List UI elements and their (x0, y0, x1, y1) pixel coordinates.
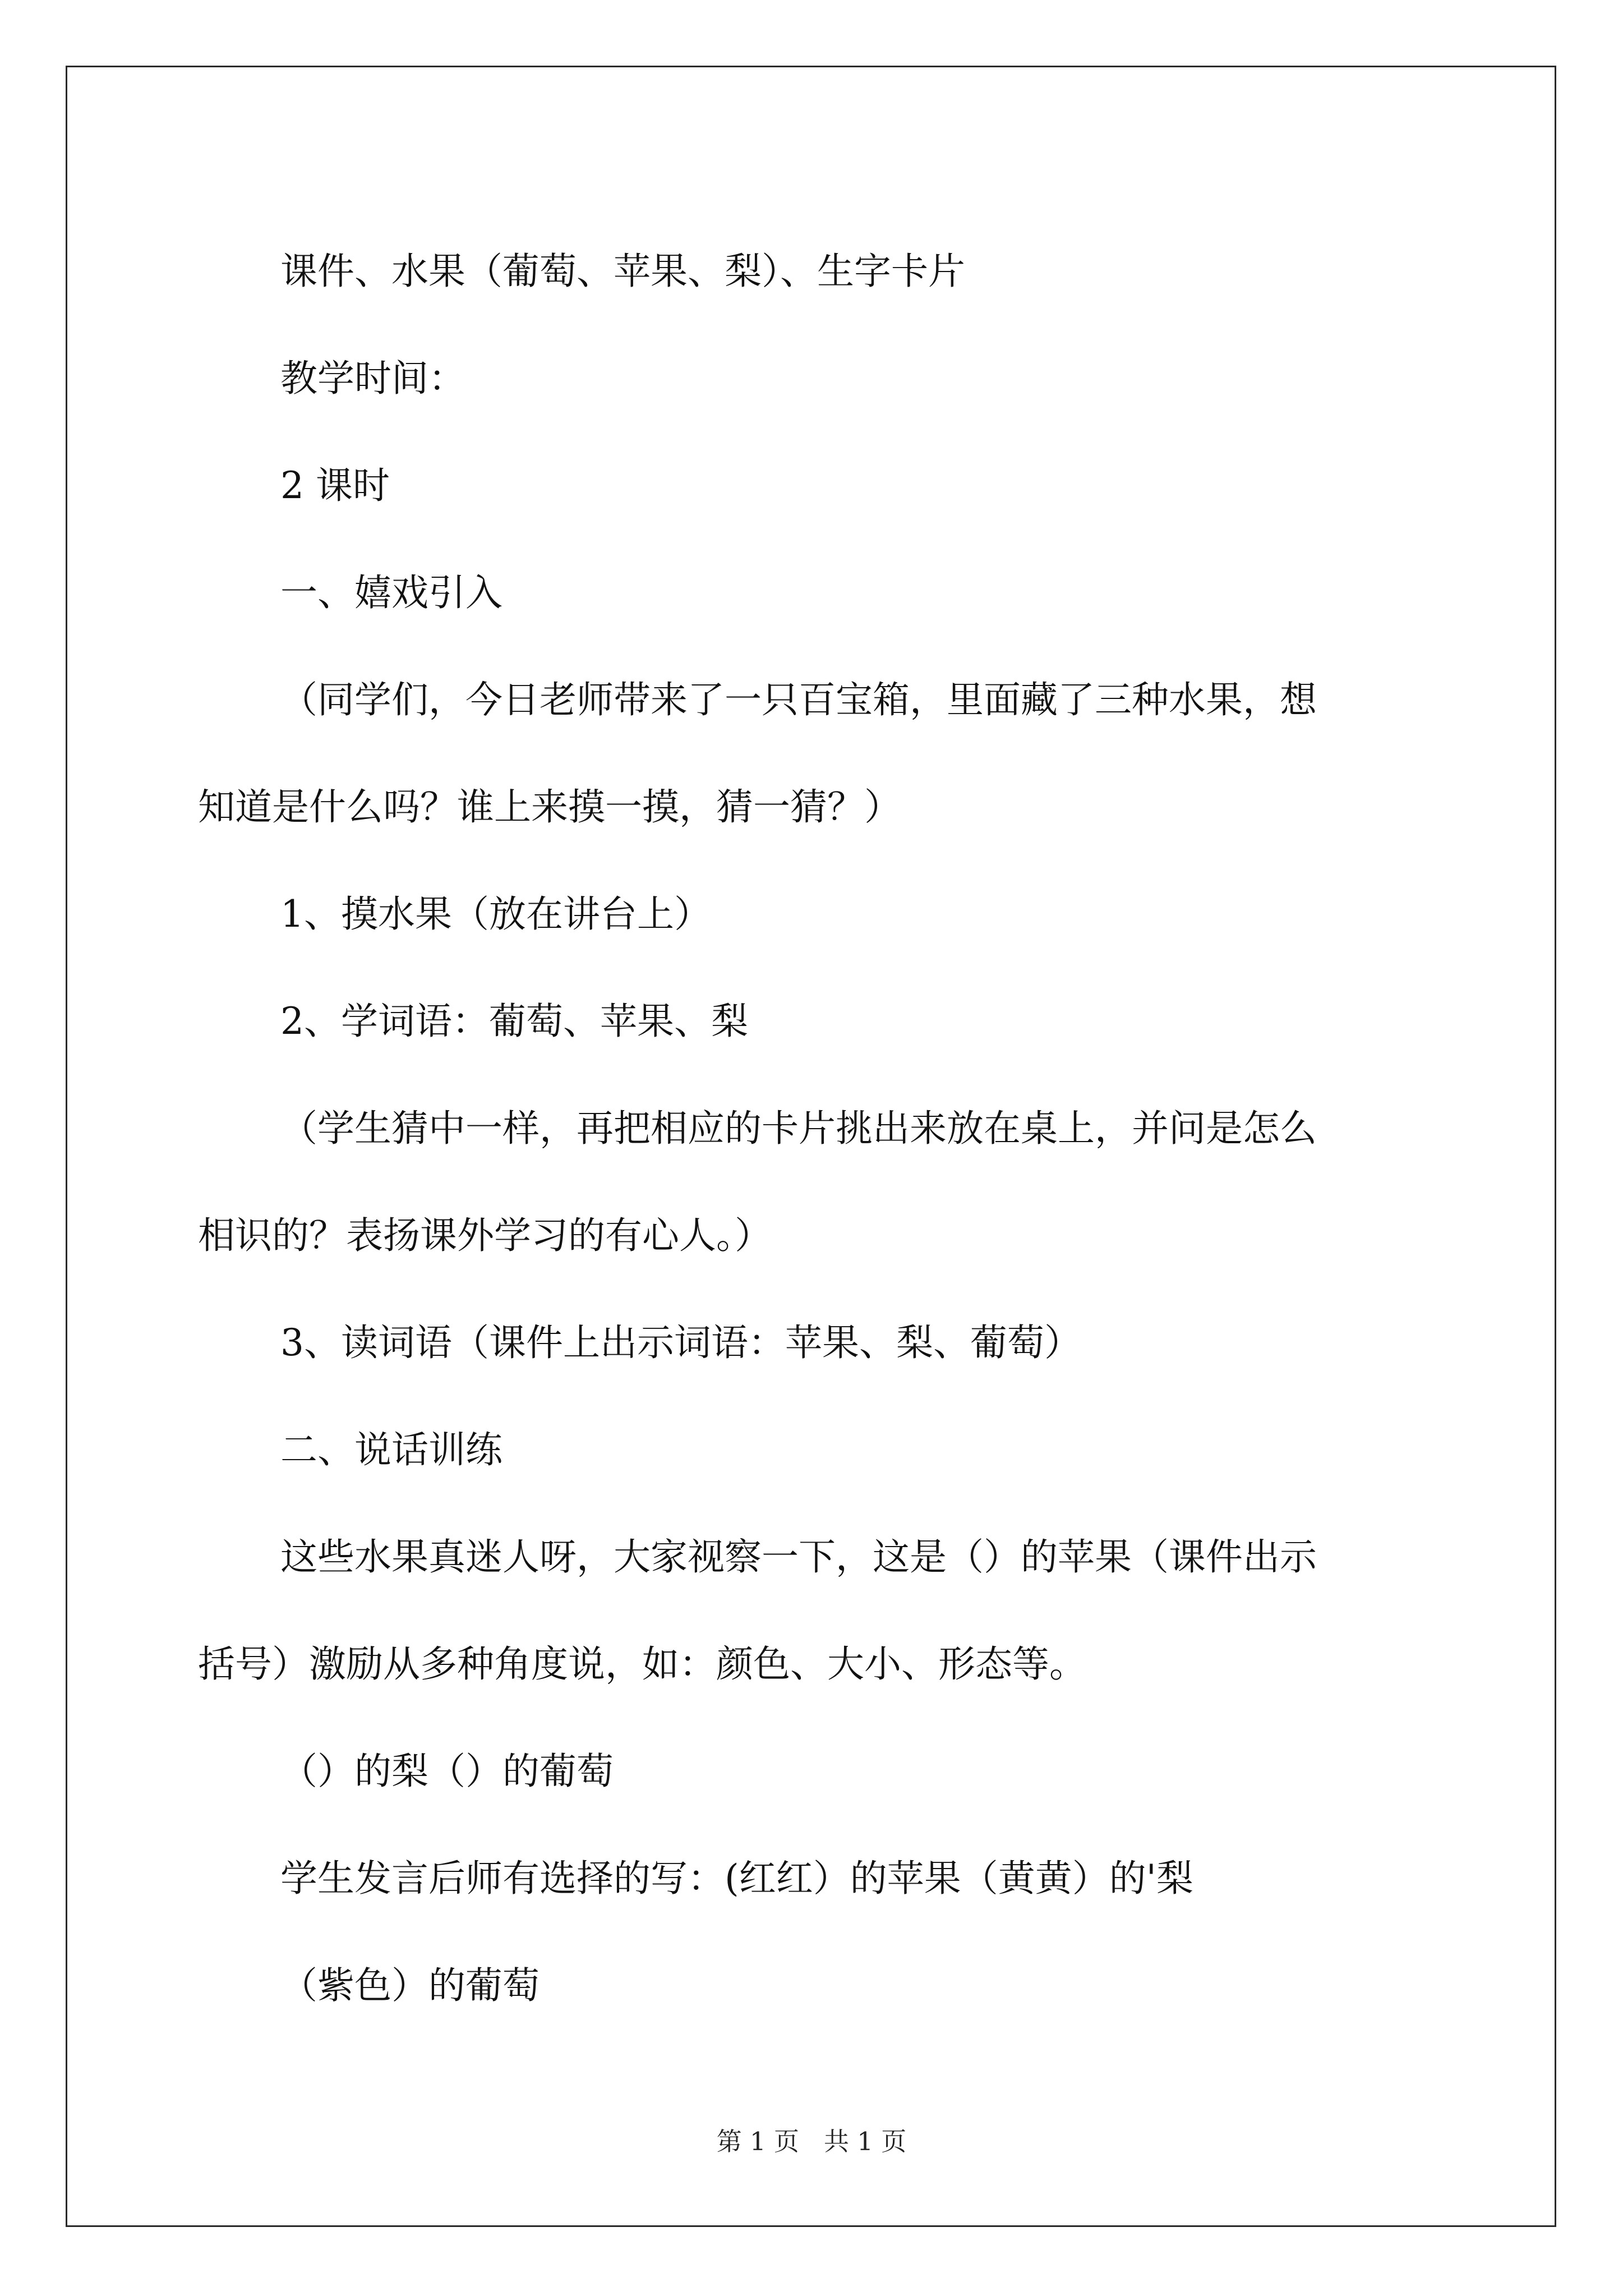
paragraph: （）的梨（）的葡萄 (280, 1750, 614, 1793)
paragraph: 2、学词语：葡萄、苹果、梨 (280, 1000, 748, 1043)
page-number: 第 1 页 (716, 2127, 799, 2156)
page-total: 共 1 页 (824, 2127, 907, 2156)
paragraph: 课件、水果（葡萄、苹果、梨）、生字卡片 (280, 250, 965, 293)
paragraph: （同学们，今日老师带来了一只百宝箱，里面藏了三种水果，想 (280, 678, 1317, 721)
paragraph: 3、读词语（课件上出示词语：苹果、梨、葡萄） (280, 1321, 1081, 1364)
paragraph: 知道是什么吗？谁上来摸一摸，猜一猜？） (198, 785, 901, 829)
page-footer (0, 2125, 1623, 2159)
section-heading: 二、说话训练 (280, 1428, 502, 1471)
paragraph: 2 课时 (280, 464, 390, 507)
paragraph: 相识的？表扬课外学习的有心人。） (198, 1214, 772, 1257)
paragraph: 1、摸水果（放在讲台上） (280, 892, 711, 936)
paragraph: 教学时间： (280, 357, 465, 400)
section-heading: 一、嬉戏引入 (280, 571, 502, 614)
paragraph: 这些水果真迷人呀，大家视察一下，这是（）的苹果（课件出示 (280, 1535, 1317, 1579)
paragraph: 学生发言后师有选择的写：(红红）的苹果（黄黄）的'梨 (280, 1857, 1193, 1900)
paragraph: （学生猜中一样，再把相应的卡片挑出来放在桌上，并问是怎么 (280, 1107, 1317, 1150)
document-body (198, 218, 1432, 2039)
paragraph: 括号）激励从多种角度说，如：颜色、大小、形态等。 (198, 1642, 1086, 1686)
paragraph: （紫色）的葡萄 (280, 1964, 540, 2007)
